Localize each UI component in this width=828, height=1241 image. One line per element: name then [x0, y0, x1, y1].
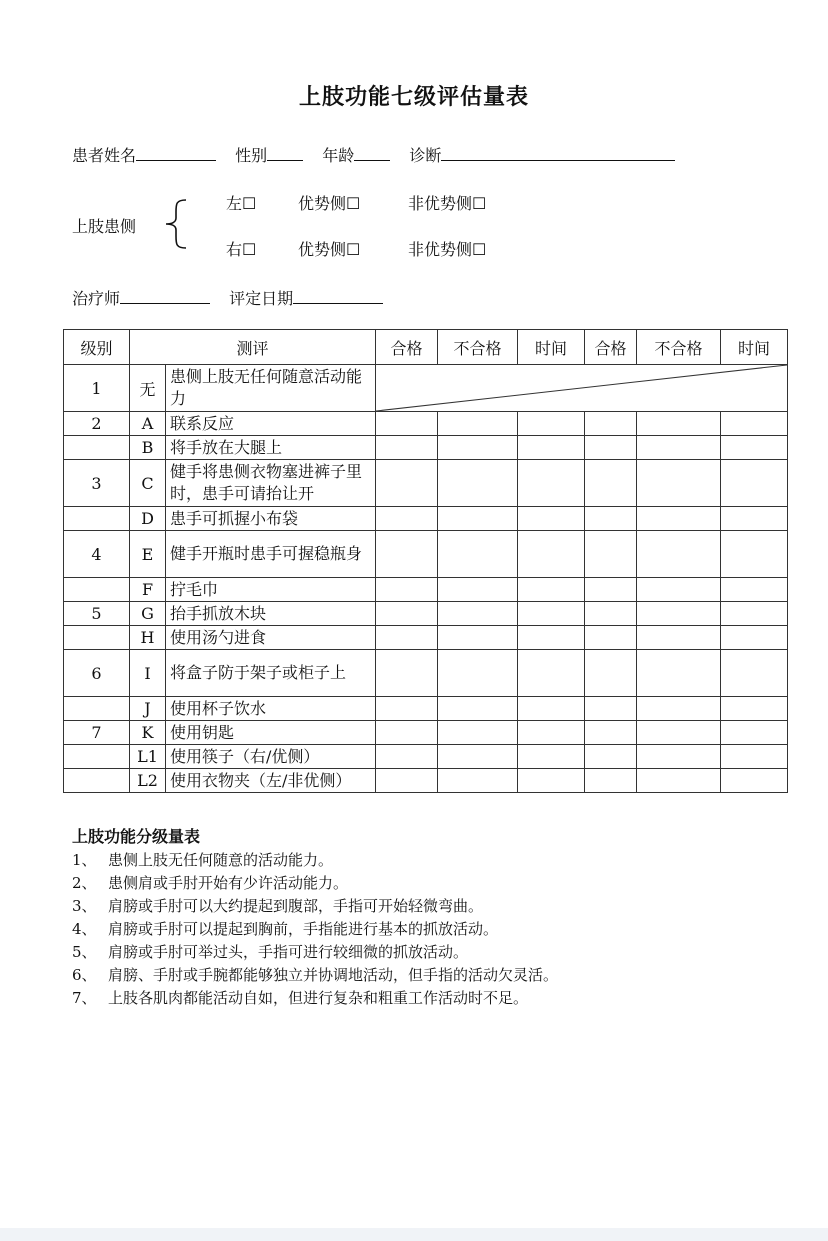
- fail-cell[interactable]: [637, 650, 721, 697]
- page-title: 上肢功能七级评估量表: [298, 84, 529, 110]
- time-cell[interactable]: [518, 650, 585, 697]
- fail-cell[interactable]: [637, 745, 721, 769]
- description-cell: 拧毛巾: [166, 578, 376, 602]
- fail-cell[interactable]: [438, 602, 518, 626]
- time-cell[interactable]: [518, 412, 585, 436]
- fail-cell[interactable]: [637, 697, 721, 721]
- code-cell: G: [130, 602, 166, 626]
- fail-cell[interactable]: [438, 460, 518, 507]
- fail-cell[interactable]: [637, 578, 721, 602]
- item-text: 患侧肩或手肘开始有少许活动能力。: [108, 874, 349, 892]
- table-row: [64, 507, 788, 531]
- time-cell[interactable]: [518, 578, 585, 602]
- table-row: [64, 460, 788, 507]
- list-item: [72, 918, 558, 941]
- therapist-label: 治疗师: [72, 289, 121, 308]
- level-cell: [64, 578, 130, 602]
- code-cell: D: [130, 507, 166, 531]
- right-side-checkbox[interactable]: 右☐: [226, 240, 257, 259]
- time-cell[interactable]: [518, 531, 585, 578]
- code-cell: I: [130, 650, 166, 697]
- fail-cell[interactable]: [637, 436, 721, 460]
- diagonal-crossed-cell: [376, 365, 788, 412]
- description-cell: 使用衣物夹（左/非优侧）: [166, 769, 376, 793]
- pass-cell[interactable]: [585, 650, 637, 697]
- diagnosis-field[interactable]: [441, 144, 675, 161]
- pass-cell[interactable]: [585, 602, 637, 626]
- date-field[interactable]: [293, 287, 383, 304]
- fail-cell[interactable]: [438, 531, 518, 578]
- time-cell[interactable]: [721, 721, 788, 745]
- description-cell: 健手将患侧衣物塞进裤子里时，患手可请抬让开: [166, 460, 376, 507]
- pass-cell[interactable]: [376, 626, 438, 650]
- fail-cell[interactable]: [637, 531, 721, 578]
- pass-cell[interactable]: [376, 721, 438, 745]
- sex-label: 性别: [235, 146, 268, 165]
- header-fail-1: 不合格: [438, 330, 518, 365]
- fail-cell[interactable]: [438, 626, 518, 650]
- pass-cell[interactable]: [585, 412, 637, 436]
- code-cell: E: [130, 531, 166, 578]
- item-number: 2、: [72, 874, 97, 892]
- description-cell: 健手开瓶时患手可握稳瓶身: [166, 531, 376, 578]
- pass-cell[interactable]: [376, 769, 438, 793]
- description-cell: 将盒子防于架子或柜子上: [166, 650, 376, 697]
- pass-cell[interactable]: [585, 769, 637, 793]
- left-dominant-checkbox[interactable]: 优势侧☐: [298, 194, 361, 213]
- code-cell: C: [130, 460, 166, 507]
- limb-side-row-right: [226, 237, 487, 260]
- pass-cell[interactable]: [585, 697, 637, 721]
- right-non-dominant-checkbox[interactable]: 非优势侧☐: [408, 240, 487, 259]
- level-cell: 3: [64, 460, 130, 507]
- assessment-table: [63, 329, 788, 793]
- pass-cell[interactable]: [376, 745, 438, 769]
- grading-scale-list: [72, 849, 558, 1010]
- time-cell[interactable]: [518, 460, 585, 507]
- curly-brace-icon: [160, 198, 190, 250]
- description-cell: 患手可抓握小布袋: [166, 507, 376, 531]
- pass-cell[interactable]: [376, 697, 438, 721]
- time-cell[interactable]: [721, 412, 788, 436]
- code-cell: H: [130, 626, 166, 650]
- description-cell: 使用汤勺进食: [166, 626, 376, 650]
- fail-cell[interactable]: [637, 507, 721, 531]
- time-cell[interactable]: [518, 602, 585, 626]
- time-cell[interactable]: [518, 626, 585, 650]
- description-cell: 使用杯子饮水: [166, 697, 376, 721]
- level-cell: [64, 745, 130, 769]
- patient-info-line: [72, 143, 689, 166]
- table-row: [64, 769, 788, 793]
- item-number: 6、: [72, 966, 97, 984]
- pass-cell[interactable]: [376, 436, 438, 460]
- code-cell: L1: [130, 745, 166, 769]
- fail-cell[interactable]: [637, 460, 721, 507]
- list-item: [72, 964, 558, 987]
- table-row: [64, 602, 788, 626]
- fail-cell[interactable]: [637, 602, 721, 626]
- code-cell: K: [130, 721, 166, 745]
- left-non-dominant-checkbox[interactable]: 非优势侧☐: [408, 194, 487, 213]
- code-cell: F: [130, 578, 166, 602]
- time-cell[interactable]: [518, 436, 585, 460]
- fail-cell[interactable]: [637, 626, 721, 650]
- fail-cell[interactable]: [438, 745, 518, 769]
- header-level: 级别: [64, 330, 130, 365]
- item-text: 肩膀或手肘可以大约提起到腹部，手指可开始轻微弯曲。: [108, 897, 484, 915]
- fail-cell[interactable]: [637, 721, 721, 745]
- header-pass-2: 合格: [585, 330, 637, 365]
- sex-field[interactable]: [267, 144, 303, 161]
- item-text: 肩膀、手肘或手腕都能够独立并协调地活动，但手指的活动欠灵活。: [108, 966, 559, 984]
- code-cell: 无: [130, 365, 166, 412]
- header-pass-1: 合格: [376, 330, 438, 365]
- time-cell[interactable]: [721, 745, 788, 769]
- list-item: [72, 849, 558, 872]
- fail-cell[interactable]: [438, 412, 518, 436]
- limb-side-row-left: [226, 191, 487, 214]
- therapist-line: [72, 286, 397, 309]
- code-cell: L2: [130, 769, 166, 793]
- level-cell: [64, 626, 130, 650]
- header-assessment: 测评: [130, 330, 376, 365]
- time-cell[interactable]: [518, 721, 585, 745]
- table-row: [64, 578, 788, 602]
- time-cell[interactable]: [721, 602, 788, 626]
- patient-name-field[interactable]: [136, 144, 216, 161]
- level-cell: 2: [64, 412, 130, 436]
- diagonal-line-icon: [376, 365, 787, 411]
- left-side-checkbox[interactable]: 左☐: [226, 194, 257, 213]
- pass-cell[interactable]: [585, 460, 637, 507]
- time-cell[interactable]: [721, 697, 788, 721]
- table-row: [64, 650, 788, 697]
- level-cell: 5: [64, 602, 130, 626]
- fail-cell[interactable]: [637, 412, 721, 436]
- level-cell: 6: [64, 650, 130, 697]
- fail-cell[interactable]: [438, 721, 518, 745]
- pass-cell[interactable]: [376, 507, 438, 531]
- fail-cell[interactable]: [438, 650, 518, 697]
- item-number: 1、: [72, 851, 97, 869]
- time-cell[interactable]: [721, 531, 788, 578]
- pass-cell[interactable]: [376, 460, 438, 507]
- pass-cell[interactable]: [585, 578, 637, 602]
- pass-cell[interactable]: [585, 531, 637, 578]
- right-dominant-checkbox[interactable]: 优势侧☐: [298, 240, 361, 259]
- item-number: 7、: [72, 989, 97, 1007]
- level-cell: [64, 436, 130, 460]
- level-cell: 4: [64, 531, 130, 578]
- item-number: 4、: [72, 920, 97, 938]
- list-item: [72, 941, 558, 964]
- list-item: [72, 872, 558, 895]
- item-number: 5、: [72, 943, 97, 961]
- item-text: 患侧上肢无任何随意的活动能力。: [108, 851, 334, 869]
- level-cell: [64, 769, 130, 793]
- time-cell[interactable]: [721, 460, 788, 507]
- time-cell[interactable]: [721, 507, 788, 531]
- pass-cell[interactable]: [585, 721, 637, 745]
- age-label: 年龄: [322, 146, 355, 165]
- time-cell[interactable]: [518, 769, 585, 793]
- description-cell: 抬手抓放木块: [166, 602, 376, 626]
- bottom-edge-strip: [0, 1228, 828, 1241]
- time-cell[interactable]: [518, 697, 585, 721]
- table-row: [64, 412, 788, 436]
- item-text: 肩膀或手肘可举过头，手指可进行较细微的抓放活动。: [108, 943, 469, 961]
- description-cell: 使用钥匙: [166, 721, 376, 745]
- description-cell: 将手放在大腿上: [166, 436, 376, 460]
- time-cell[interactable]: [721, 769, 788, 793]
- header-time-2: 时间: [721, 330, 788, 365]
- patient-name-label: 患者姓名: [72, 146, 137, 165]
- list-item: [72, 987, 558, 1010]
- table-row: [64, 365, 788, 412]
- pass-cell[interactable]: [376, 412, 438, 436]
- time-cell[interactable]: [721, 626, 788, 650]
- item-number: 3、: [72, 897, 97, 915]
- pass-cell[interactable]: [585, 745, 637, 769]
- fail-cell[interactable]: [637, 769, 721, 793]
- time-cell[interactable]: [518, 507, 585, 531]
- level-cell: 7: [64, 721, 130, 745]
- date-label: 评定日期: [229, 289, 294, 308]
- table-header-row: [64, 330, 788, 365]
- list-item: [72, 895, 558, 918]
- description-cell: 使用筷子（右/优侧）: [166, 745, 376, 769]
- fail-cell[interactable]: [438, 697, 518, 721]
- time-cell[interactable]: [721, 650, 788, 697]
- table-row: [64, 531, 788, 578]
- code-cell: J: [130, 697, 166, 721]
- code-cell: A: [130, 412, 166, 436]
- pass-cell[interactable]: [585, 626, 637, 650]
- therapist-field[interactable]: [120, 287, 210, 304]
- level-cell: [64, 507, 130, 531]
- pass-cell[interactable]: [585, 507, 637, 531]
- header-fail-2: 不合格: [637, 330, 721, 365]
- table-row: [64, 626, 788, 650]
- description-cell: 联系反应: [166, 412, 376, 436]
- item-text: 上肢各肌肉都能活动自如，但进行复杂和粗重工作活动时不足。: [108, 989, 529, 1007]
- description-cell: 患侧上肢无任何随意活动能力: [166, 365, 376, 412]
- level-cell: 1: [64, 365, 130, 412]
- pass-cell[interactable]: [376, 531, 438, 578]
- level-cell: [64, 697, 130, 721]
- pass-cell[interactable]: [376, 578, 438, 602]
- fail-cell[interactable]: [438, 507, 518, 531]
- limb-side-label: 上肢患侧: [72, 217, 137, 236]
- fail-cell[interactable]: [438, 436, 518, 460]
- table-row: [64, 436, 788, 460]
- code-cell: B: [130, 436, 166, 460]
- table-row: [64, 721, 788, 745]
- age-field[interactable]: [354, 144, 390, 161]
- pass-cell[interactable]: [376, 602, 438, 626]
- pass-cell[interactable]: [376, 650, 438, 697]
- pass-cell[interactable]: [585, 436, 637, 460]
- table-row: [64, 697, 788, 721]
- time-cell[interactable]: [721, 436, 788, 460]
- time-cell[interactable]: [721, 578, 788, 602]
- header-time-1: 时间: [518, 330, 585, 365]
- fail-cell[interactable]: [438, 578, 518, 602]
- table-row: [64, 745, 788, 769]
- grading-scale-title: 上肢功能分级量表: [72, 827, 201, 846]
- diagnosis-label: 诊断: [409, 146, 442, 165]
- time-cell[interactable]: [518, 745, 585, 769]
- fail-cell[interactable]: [438, 769, 518, 793]
- item-text: 肩膀或手肘可以提起到胸前，手指能进行基本的抓放活动。: [108, 920, 499, 938]
